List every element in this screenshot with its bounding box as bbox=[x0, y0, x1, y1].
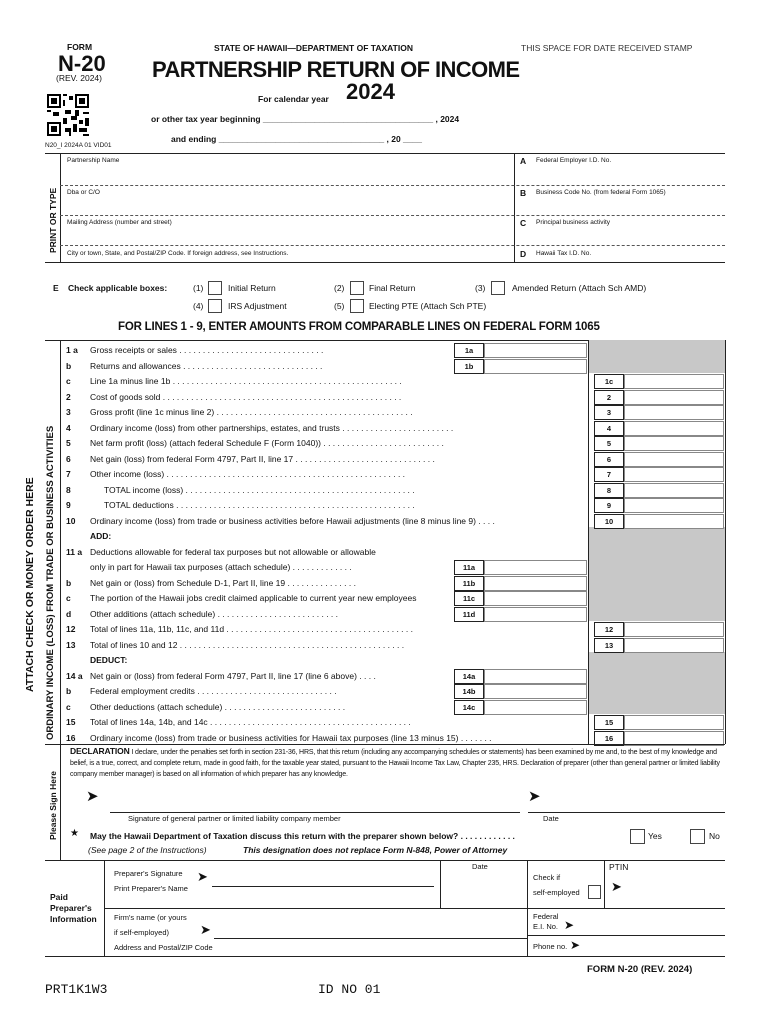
final-return-checkbox[interactable] bbox=[350, 281, 364, 295]
partnership-name-field[interactable] bbox=[66, 167, 510, 183]
business-code-label: Business Code No. (from federal Form 1065) bbox=[536, 189, 666, 196]
line-number: 15 bbox=[66, 717, 76, 727]
preparers-label: Preparer's bbox=[50, 903, 92, 913]
line-label-7: 7 bbox=[594, 467, 624, 482]
form-revision: (REV. 2024) bbox=[56, 73, 102, 83]
form-number: N-20 bbox=[58, 51, 106, 76]
line-11a-amount-field[interactable] bbox=[484, 560, 587, 575]
line-label-11c: 11c bbox=[454, 591, 484, 606]
line-description: Other income (loss) . . . . . . . . . . . . . . . . . . . . . . . . . . . . . . . . . . . . . . . . . . . . . . . . . . . bbox=[90, 469, 406, 479]
line-number: b bbox=[66, 686, 72, 696]
preparer-date-field[interactable] bbox=[445, 872, 523, 904]
line-15-amount-field[interactable] bbox=[624, 715, 724, 730]
line-8-amount-field[interactable] bbox=[624, 483, 724, 498]
line-14b-amount-field[interactable] bbox=[484, 684, 587, 699]
partner-signature-field[interactable] bbox=[110, 790, 510, 810]
line-label-2: 2 bbox=[594, 390, 624, 405]
electing-pte-label: Electing PTE (Attach Sch PTE) bbox=[369, 301, 487, 311]
preparer-name-label: Print Preparer's Name bbox=[114, 884, 188, 893]
line-description: Net gain or (loss) from Schedule D-1, Part II, line 19 . . . . . . . . . . . . . . . bbox=[90, 578, 356, 588]
letter-a: A bbox=[520, 156, 527, 166]
ptin-label: PTIN bbox=[609, 862, 629, 872]
line-4-amount-field[interactable] bbox=[624, 421, 724, 436]
line-label-6: 6 bbox=[594, 452, 624, 467]
discuss-no-label: No bbox=[709, 831, 720, 841]
preparer-date-label: Date bbox=[472, 862, 488, 871]
opt4-num: (4) bbox=[193, 301, 204, 311]
paid-label: Paid bbox=[50, 892, 68, 902]
declaration-block bbox=[70, 746, 725, 781]
line-description: ADD: bbox=[90, 531, 112, 541]
check-if-label: Check if bbox=[533, 873, 561, 882]
line-label-1c: 1c bbox=[594, 374, 624, 389]
line-description: Ordinary income (loss) from trade or business activities before Hawaii adjustments (line 8 minus line 9) . . . . bbox=[90, 516, 495, 526]
irs-adjustment-label: IRS Adjustment bbox=[228, 301, 287, 311]
line-description: Other additions (attach schedule) . . . . . . . . . . . . . . . . . . . . . . . . . . bbox=[90, 609, 339, 619]
firm-arrow-icon: ➤ bbox=[200, 922, 211, 937]
qr-code-icon bbox=[47, 94, 89, 136]
line-description: Ordinary income (loss) from other partnerships, estates, and trusts . . . . . . . . . . . . . . . . . . . . . . . . bbox=[90, 423, 454, 433]
line-label-11d: 11d bbox=[454, 607, 484, 622]
line-label-15: 15 bbox=[594, 715, 624, 730]
shaded-area-top bbox=[588, 340, 725, 373]
signature-date-field[interactable] bbox=[545, 790, 725, 810]
firm-address-label: Address and Postal/ZIP Code bbox=[114, 943, 213, 952]
line-1c-amount-field[interactable] bbox=[624, 374, 724, 389]
hawaii-tax-id-field[interactable] bbox=[600, 249, 720, 261]
designation-note: This designation does not replace Form N-848, Power of Attorney bbox=[243, 845, 508, 855]
line-6-amount-field[interactable] bbox=[624, 452, 724, 467]
line-label-5: 5 bbox=[594, 436, 624, 451]
line-number: b bbox=[66, 361, 72, 371]
line-number: 2 bbox=[66, 392, 71, 402]
line-label-9: 9 bbox=[594, 498, 624, 513]
line-1a-amount-field[interactable] bbox=[484, 343, 587, 358]
form-title: PARTNERSHIP RETURN OF INCOME bbox=[152, 57, 520, 82]
initial-return-checkbox[interactable] bbox=[208, 281, 222, 295]
line-number: d bbox=[66, 609, 72, 619]
footer-id-code: ID NO 01 bbox=[318, 982, 381, 997]
line-number: c bbox=[66, 593, 71, 603]
line-description: Net gain (loss) from federal Form 4797, Part II, line 17 . . . . . . . . . . . . . . . . . . . . . . . . . . . . . . bbox=[90, 454, 435, 464]
firm-name-label-1: Firm's name (or yours bbox=[114, 913, 187, 922]
letter-d: D bbox=[520, 249, 527, 259]
line-description: TOTAL income (loss) . . . . . . . . . . . . . . . . . . . . . . . . . . . . . . . . . . . . . . . . . . . . . . . . . bbox=[104, 485, 415, 495]
principal-activity-label: Principal business activity bbox=[536, 219, 611, 226]
line-label-12: 12 bbox=[594, 622, 624, 637]
opt3-num: (3) bbox=[475, 283, 486, 293]
hawaii-tax-id-label: Hawaii Tax I.D. No. bbox=[536, 250, 592, 257]
irs-adjustment-checkbox[interactable] bbox=[208, 299, 222, 313]
line-10-amount-field[interactable] bbox=[624, 514, 724, 529]
line-label-14b: 14b bbox=[454, 684, 484, 699]
partnership-name-label: Partnership Name bbox=[67, 157, 120, 164]
ptin-arrow-icon: ➤ bbox=[611, 879, 622, 894]
line-description: Total of lines 14a, 14b, and 14c . . . . . . . . . . . . . . . . . . . . . . . . . . . . . . . . . . . . . . . . . . . bbox=[90, 717, 411, 727]
line-11b-amount-field[interactable] bbox=[484, 576, 587, 591]
line-number: 11 a bbox=[66, 547, 83, 557]
line-description: The portion of the Hawaii jobs credit claimed applicable to current year new employees bbox=[90, 593, 417, 603]
shaded-area-bottom bbox=[588, 652, 725, 714]
ei-no-label: E.I. No. bbox=[533, 922, 559, 931]
amended-return-checkbox[interactable] bbox=[491, 281, 505, 295]
discuss-no-checkbox[interactable] bbox=[690, 829, 705, 844]
line-label-11a: 11a bbox=[454, 560, 484, 575]
footer-left-code: PRT1K1W3 bbox=[45, 982, 108, 997]
form-word: FORM bbox=[67, 42, 93, 52]
letter-c: C bbox=[520, 218, 527, 228]
line-label-1b: 1b bbox=[454, 359, 484, 374]
date-arrow-icon: ➤ bbox=[528, 788, 541, 805]
line-description: TOTAL deductions . . . . . . . . . . . . . . . . . . . . . . . . . . . . . . . . . . . . . . . . . . . . . . . . . . . bbox=[104, 500, 415, 510]
line-description: Total of lines 11a, 11b, 11c, and 11d . . . . . . . . . . . . . . . . . . . . . . . . . . . . . . . . . . . . . . . . bbox=[90, 624, 413, 634]
line-description: Ordinary income (loss) from trade or business activities for Hawaii tax purposes (line 13 minus 15) . . . . . . . bbox=[90, 733, 492, 743]
initial-return-label: Initial Return bbox=[228, 283, 276, 293]
line-description: Gross receipts or sales . . . . . . . . . . . . . . . . . . . . . . . . . . . . . . . bbox=[90, 345, 324, 355]
line-1b-amount-field[interactable] bbox=[484, 359, 587, 374]
line-number: 14 a bbox=[66, 671, 83, 681]
line-9-amount-field[interactable] bbox=[624, 498, 724, 513]
business-code-field[interactable] bbox=[520, 198, 720, 213]
line-number: 4 bbox=[66, 423, 71, 433]
line-description: only in part for Hawaii tax purposes (attach schedule) . . . . . . . . . . . . . bbox=[90, 562, 352, 572]
fein-field[interactable] bbox=[520, 167, 720, 183]
line-label-16: 16 bbox=[594, 731, 624, 746]
preparer-signature-field[interactable] bbox=[212, 866, 434, 886]
tax-year: 2024 bbox=[346, 79, 395, 104]
phone-arrow-icon: ➤ bbox=[570, 938, 581, 952]
dba-field[interactable] bbox=[66, 198, 510, 213]
check-boxes-label: Check applicable boxes: bbox=[68, 283, 168, 293]
print-or-type-label: PRINT OR TYPE bbox=[48, 187, 58, 253]
line-11d-amount-field[interactable] bbox=[484, 607, 587, 622]
preparer-fein-field[interactable] bbox=[580, 915, 722, 931]
letter-e: E bbox=[53, 283, 59, 293]
line-label-8: 8 bbox=[594, 483, 624, 498]
line-number: 12 bbox=[66, 624, 76, 634]
signature-date-label: Date bbox=[543, 814, 559, 823]
line-description: Net farm profit (loss) (attach federal Schedule F (Form 1040)) . . . . . . . . . . . . . . . . . . . . . . . . . . bbox=[90, 438, 444, 448]
opt1-num: (1) bbox=[193, 283, 204, 293]
line-label-3: 3 bbox=[594, 405, 624, 420]
opt2-num: (2) bbox=[334, 283, 345, 293]
star-icon: ★ bbox=[70, 828, 79, 839]
city-state-zip-field[interactable] bbox=[66, 250, 510, 261]
information-label: Information bbox=[50, 914, 97, 924]
preparer-signature-label: Preparer's Signature bbox=[114, 869, 183, 878]
line-number: b bbox=[66, 578, 72, 588]
line-number: 9 bbox=[66, 500, 71, 510]
principal-activity-field[interactable] bbox=[520, 228, 720, 243]
period-begin: or other tax year beginning ____________________________________ , 2024 bbox=[151, 114, 460, 124]
line-number: 3 bbox=[66, 407, 71, 417]
discuss-yes-label: Yes bbox=[648, 831, 662, 841]
line-12-amount-field[interactable] bbox=[624, 622, 724, 637]
line-number: c bbox=[66, 702, 71, 712]
line-13-amount-field[interactable] bbox=[624, 638, 724, 653]
declaration-text: I declare, under the penalties set forth in section 231-36, HRS, that this return (including any accompanying schedules or statements) has been examined by me and, to the best of my knowledge and belief, is a true, correct, and complete return, made in good faith, for the taxable year stated, pursuant to the Hawaii Income Tax Law, Chapter 235, HRS. Declaration of preparer (other than general partner or limited liability company member manager) is based on all information of which preparer has any knowledge. bbox=[70, 749, 720, 779]
ptin-field[interactable] bbox=[626, 876, 722, 902]
stamp-space-label: THIS SPACE FOR DATE RECEIVED STAMP bbox=[521, 43, 693, 53]
signature-label: Signature of general partner or limited liability company member bbox=[128, 814, 341, 823]
line-14a-amount-field[interactable] bbox=[484, 669, 587, 684]
sign-arrow-icon: ➤ bbox=[86, 788, 99, 805]
line-number: 16 bbox=[66, 733, 76, 743]
line-label-11b: 11b bbox=[454, 576, 484, 591]
attach-check-side-label: ATTACH CHECK OR MONEY ORDER HERE bbox=[24, 477, 36, 692]
discuss-yes-checkbox[interactable] bbox=[630, 829, 645, 844]
section-title: FOR LINES 1 - 9, ENTER AMOUNTS FROM COMPARABLE LINES ON FEDERAL FORM 1065 bbox=[118, 321, 600, 333]
line-label-13: 13 bbox=[594, 638, 624, 653]
line-3-amount-field[interactable] bbox=[624, 405, 724, 420]
line-14c-amount-field[interactable] bbox=[484, 700, 587, 715]
letter-b: B bbox=[520, 188, 527, 198]
line-7-amount-field[interactable] bbox=[624, 467, 724, 482]
line-label-14a: 14a bbox=[454, 669, 484, 684]
preparer-sig-arrow-icon: ➤ bbox=[197, 869, 208, 884]
line-number: 5 bbox=[66, 438, 71, 448]
line-description: Returns and allowances . . . . . . . . . . . . . . . . . . . . . . . . . . . . . . bbox=[90, 361, 323, 371]
calendar-year-label: For calendar year bbox=[258, 94, 329, 104]
mailing-address-field[interactable] bbox=[66, 228, 510, 243]
discuss-question: May the Hawaii Department of Taxation discuss this return with the preparer shown below? . . . . . . . . . . . . bbox=[90, 831, 515, 841]
line-number: 10 bbox=[66, 516, 76, 526]
shaded-area-mid bbox=[588, 527, 725, 621]
see-page-note: (See page 2 of the Instructions) bbox=[88, 845, 207, 855]
line-description: Other deductions (attach schedule) . . . . . . . . . . . . . . . . . . . . . . . . . . bbox=[90, 702, 346, 712]
line-number: 13 bbox=[66, 640, 76, 650]
line-description: DEDUCT: bbox=[90, 655, 128, 665]
period-end: and ending ___________________________________ , 20 ____ bbox=[171, 134, 422, 144]
line-description: Total of lines 10 and 12 . . . . . . . . . . . . . . . . . . . . . . . . . . . . . . . . . . . . . . . . . . . . . . . . bbox=[90, 640, 405, 650]
footer-form-rev: FORM N-20 (REV. 2024) bbox=[587, 964, 693, 975]
line-description: Line 1a minus line 1b . . . . . . . . . . . . . . . . . . . . . . . . . . . . . . . . . . . . . . . . . . . . . . . . . bbox=[90, 376, 402, 386]
dba-label: Dba or C/O bbox=[67, 189, 100, 196]
line-description: Federal employment credits . . . . . . . . . . . . . . . . . . . . . . . . . . . . . . bbox=[90, 686, 337, 696]
electing-pte-checkbox[interactable] bbox=[350, 299, 364, 313]
amended-return-label: Amended Return (Attach Sch AMD) bbox=[512, 283, 647, 293]
preparer-phone-field[interactable] bbox=[586, 939, 722, 954]
line-number: 6 bbox=[66, 454, 71, 464]
line-number: 8 bbox=[66, 485, 71, 495]
ordinary-income-side-label: ORDINARY INCOME (LOSS) FROM TRADE OR BUSINESS ACTIVITIES bbox=[45, 425, 56, 740]
line-label-14c: 14c bbox=[454, 700, 484, 715]
line-description: Gross profit (line 1c minus line 2) . . . . . . . . . . . . . . . . . . . . . . . . . . . . . . . . . . . . . . . . . . bbox=[90, 407, 413, 417]
line-5-amount-field[interactable] bbox=[624, 436, 724, 451]
line-label-1a: 1a bbox=[454, 343, 484, 358]
line-number: 1 a bbox=[66, 345, 78, 355]
line-label-4: 4 bbox=[594, 421, 624, 436]
declaration-heading: DECLARATION bbox=[70, 746, 130, 756]
agency-name: STATE OF HAWAII—DEPARTMENT OF TAXATION bbox=[214, 43, 413, 53]
line-2-amount-field[interactable] bbox=[624, 390, 724, 405]
firm-name-label-2: if self-employed) bbox=[114, 928, 170, 937]
line-description: Net gain or (loss) from federal Form 4797, Part II, line 17 (line 6 above) . . . . bbox=[90, 671, 376, 681]
self-employed-checkbox[interactable] bbox=[588, 885, 601, 899]
city-state-zip-label: City or town, State, and Postal/ZIP Code. If foreign address, see Instructions. bbox=[67, 250, 289, 257]
line-number: c bbox=[66, 376, 71, 386]
form-id: N20_I 2024A 01 VID01 bbox=[45, 142, 112, 149]
please-sign-here-label: Please Sign Here bbox=[48, 771, 58, 840]
line-11c-amount-field[interactable] bbox=[484, 591, 587, 606]
final-return-label: Final Return bbox=[369, 283, 416, 293]
mailing-address-label: Mailing Address (number and street) bbox=[67, 219, 172, 226]
self-employed-label: self-employed bbox=[533, 888, 580, 897]
line-label-10: 10 bbox=[594, 514, 624, 529]
firm-name-field[interactable] bbox=[214, 918, 524, 938]
fein-label: Federal Employer I.D. No. bbox=[536, 157, 612, 164]
opt5-num: (5) bbox=[334, 301, 345, 311]
phone-label: Phone no. bbox=[533, 942, 568, 951]
line-number: 7 bbox=[66, 469, 71, 479]
fein-arrow-icon: ➤ bbox=[564, 918, 575, 932]
line-description: Cost of goods sold . . . . . . . . . . . . . . . . . . . . . . . . . . . . . . . . . . . . . . . . . . . . . . . . . . . bbox=[90, 392, 402, 402]
line-description: Deductions allowable for federal tax purposes but not allowable or allowable bbox=[90, 547, 376, 557]
firm-address-field[interactable] bbox=[218, 942, 524, 955]
federal-label: Federal bbox=[533, 912, 559, 921]
